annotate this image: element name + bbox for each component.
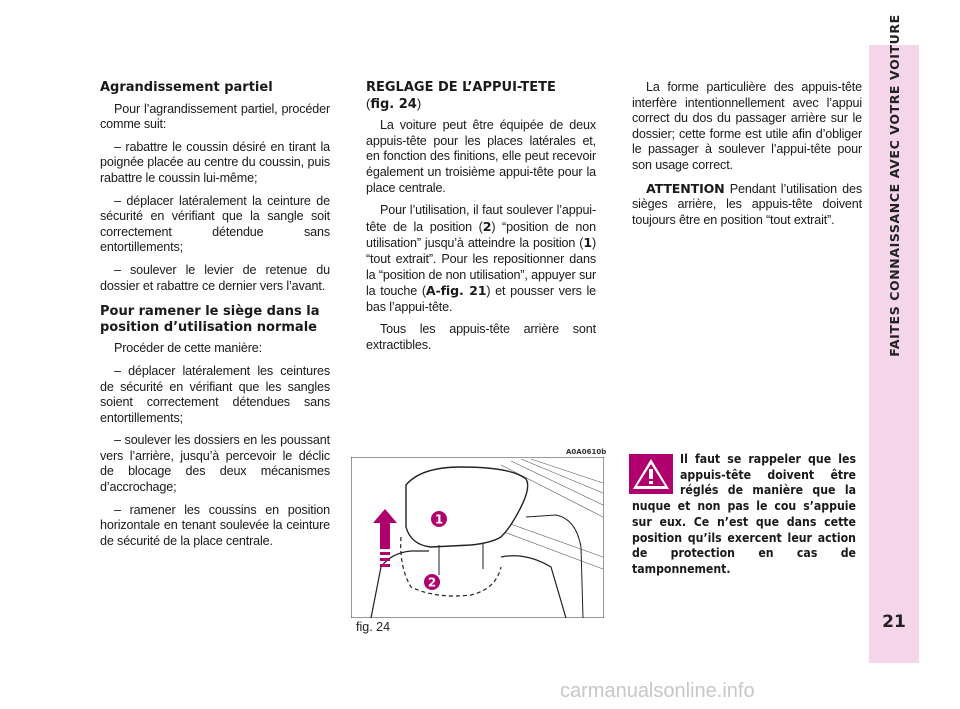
text-run: Pour l’utilisation, il faut soulever l’appui-tête de la position ( xyxy=(366,203,596,234)
marker-2-label: 2 xyxy=(427,575,437,590)
paragraph xyxy=(632,181,862,229)
heading-partial-enlargement: Agrandissement partiel xyxy=(100,80,273,95)
paragraph: – soulever les dossiers en les poussant vers l’arrière, jusqu’à percevoir le déclic de blocage des deux mécanismes d’accrochage; xyxy=(100,433,330,495)
paragraph: La voiture peut être équipée de deux appuis-tête pour les places latérales et, en fonction des finitions, elle peut recevoir également un troisième appui-tête pour la place centrale. xyxy=(366,118,596,195)
figure-reference: A-fig. 21 xyxy=(425,283,487,299)
paragraph: – rabattre le coussin désiré en tirant la poignée placée au centre du coussin, puis rabattre le coussin lui-même; xyxy=(100,139,330,185)
warning-text: Il faut se rappeler que les appuis-tête doivent être réglés de manière que la nuque et non pas le cou s’appuie sur eux. Ce n’est que dans cette position qu’ils exercent leur action de protection en cas de tamponnement. xyxy=(632,452,856,576)
paragraph: – soulever le levier de retenue du dossier et rabattre ce dernier vers l’avant. xyxy=(100,262,330,293)
paragraph: La forme particulière des appuis-tête interfère intentionnellement avec l’appui correct du dos du passager arrière sur le dossier; cette forme est utile afin d’obliger le passager à soulever l’appui-tête pour son usage correct. xyxy=(632,80,862,172)
position-number: 1 xyxy=(583,235,592,251)
page-number: 21 xyxy=(882,612,906,632)
paren-close: ) xyxy=(416,95,422,111)
paren-open: ( xyxy=(366,95,371,111)
warning-block xyxy=(632,452,856,578)
figure-reference: fig. 24 xyxy=(370,96,417,112)
arrow-tail-segment xyxy=(380,564,390,567)
text-run: Pendant l’utilisation des sièges arrière, les appuis-tête doivent toujours être en position “tout extrait”. xyxy=(632,181,862,227)
column-1 xyxy=(100,80,330,556)
column-2 xyxy=(366,80,596,361)
column-3 xyxy=(632,80,862,235)
paragraph: – ramener les coussins en position horizontale en tenant soulevée la ceinture de sécurité de la place centrale. xyxy=(100,502,330,548)
text-run: ) “position de non utilisation” jusqu’à atteindre la position ( xyxy=(366,219,596,251)
attention-label: ATTENTION xyxy=(646,180,725,196)
figure-code: A0A0610b xyxy=(566,448,607,456)
paragraph: – déplacer latéralement la ceinture de sécurité en vérifiant que la sangle soit correctement détendue sans entortillements; xyxy=(100,193,330,255)
marker-1-label: 1 xyxy=(434,512,444,527)
sidebar-title xyxy=(869,13,919,357)
paragraph: – déplacer latéralement les ceintures de sécurité en vérifiant que les sangles soient correctement détendues sans entortillements; xyxy=(100,363,330,425)
heading-normal-position: Pour ramener le siège dans la position d’utilisation normale xyxy=(100,304,320,335)
arrow-tail-segment xyxy=(380,558,390,561)
headrest-figure xyxy=(351,457,604,618)
position-number: 2 xyxy=(482,218,492,234)
text-run: ) “tout extrait”. Pour les repositionner dans la “position de non utilisation”, appuyer sur la touche ( xyxy=(366,236,596,299)
paragraph: Pour l’agrandissement partiel, procéder comme suit: xyxy=(100,101,330,132)
icon-spacer xyxy=(632,452,680,496)
heading-headrest-adjustment xyxy=(366,80,596,112)
paragraph xyxy=(366,203,596,315)
sidebar-title-text: FAITES CONNAISSANCE AVEC VOTRE VOITURE xyxy=(886,13,902,357)
figure-caption: fig. 24 xyxy=(356,620,391,634)
paragraph: Tous les appuis-tête arrière sont extractibles. xyxy=(366,322,596,352)
heading-text: REGLAGE DE L’APPUI-TETE xyxy=(366,80,556,95)
arrow-tail-segment xyxy=(380,552,390,555)
watermark: carmanualsonline.info xyxy=(560,680,755,702)
text-run: ) et pousser vers le bas l’appui-tête. xyxy=(366,284,597,314)
paragraph: Procéder de cette manière: xyxy=(114,341,263,356)
